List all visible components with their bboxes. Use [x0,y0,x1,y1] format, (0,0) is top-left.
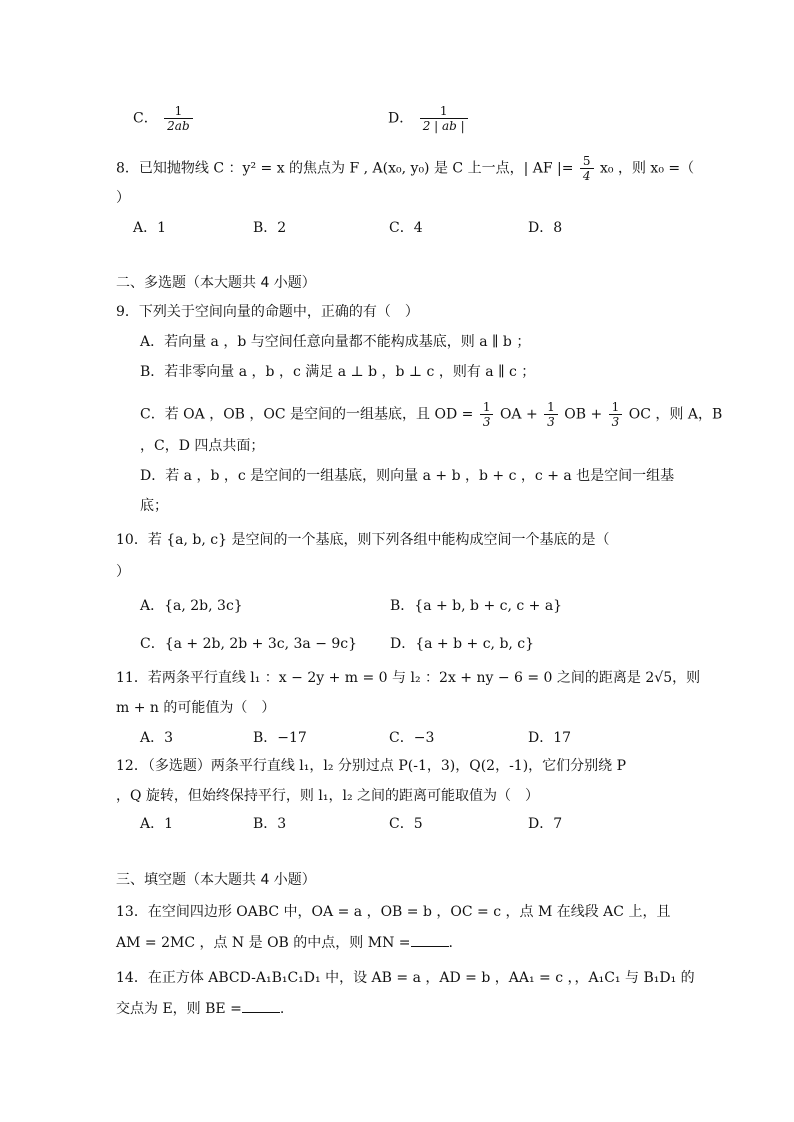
q8-fraction [580,154,594,183]
q8-stem-part2: C ：y² = x 的焦点为 F , A(x₀, y₀) 是 C 上一点，| AF |= [213,160,574,177]
q8-option-d: D．8 [528,220,563,236]
q9-option-c-part3: OB + [564,406,603,423]
q9-option-c-fraction-2 [544,400,558,429]
q7-option-c [133,104,195,133]
q14-answer-blank[interactable] [242,998,280,1013]
q8-fraction-numerator: 5 [582,154,591,168]
q14-stem: 14．在正方体 ABCD-A₁B₁C₁D₁ 中，设 AB = a ，AD = b ，AA₁ = c ，，A₁C₁ 与 B₁D₁ 的 [116,970,695,986]
q9-option-c [140,400,722,429]
q9-option-c-fraction-3 [609,400,623,429]
q11-option-c: C．−3 [389,730,435,746]
q13-stem-continued: AM = 2MC ，点 N 是 OB 的中点，则 MN = . [116,932,453,953]
q11-option-a: A．3 [140,730,174,746]
q8-stem-part3: x₀ ，则 x₀ =（ [600,160,695,177]
q9-option-c-continued: ，C，D 四点共面； [140,438,265,454]
q10-option-d: D．{a + b + c, b, c} [390,636,535,652]
q9-fraction-3-num: 1 [611,400,620,414]
q7-option-d-denominator: 2 | ab | [420,118,468,133]
q11-option-d: D．17 [528,730,572,746]
q7-option-d-label: D． [388,110,414,127]
q13-stem: 13．在空间四边形 OABC 中，OA = a ，OB = b ，OC = c ，点 M 在线段 AC 上，且 [116,904,671,920]
q7-option-d [388,104,470,133]
q9-option-d: D．若 a ，b ，c 是空间的一组基底，则向量 a + b ，b + c ，c + a 也是空间一组基 [140,468,675,484]
q10-stem-end: ） [116,564,130,580]
q7-option-c-fraction [164,104,192,133]
q8-stem-end: ） [116,190,130,206]
q11-option-b: B．−17 [253,730,307,746]
q10-option-b: B．{a + b, b + c, c + a} [390,598,563,614]
q8-stem-part1: 8．已知抛物线 [116,160,209,177]
q9-fraction-1-den: 3 [480,414,494,429]
q8-option-c: C．4 [389,220,423,236]
q8-option-a: A．1 [133,220,167,236]
q12-option-d: D．7 [528,816,563,832]
q9-option-d-continued: 底； [140,498,168,514]
q11-stem-continued: m + n 的可能值为（ ） [116,700,276,716]
q8-stem [116,154,694,183]
q8-fraction-denominator: 4 [580,168,594,183]
q9-option-c-part1: C．若 OA ，OB ，OC 是空间的一组基底，且 OD = [140,406,474,423]
q10-option-c: C．{a + 2b, 2b + 3c, 3a − 9c} [140,636,358,652]
q9-stem: 9．下列关于空间向量的命题中，正确的有（ ） [116,304,419,320]
q9-option-c-fraction-1 [480,400,494,429]
q14-stem-text: 交点为 E，则 BE = [116,1001,242,1017]
q9-option-c-part4: OC ，则 A，B [628,406,723,423]
section-heading-multiple-choice: 二、多选题（本大题共 4 小题） [116,275,316,291]
section-heading-fill-in: 三、填空题（本大题共 4 小题） [116,872,316,888]
q9-option-a: A．若向量 a ，b 与空间任意向量都不能构成基底，则 a ∥ b ； [140,334,531,350]
q7-option-d-fraction [420,104,468,133]
q11-stem: 11．若两条平行直线 l₁ ：x − 2y + m = 0 与 l₂ ：2x + ny − 6 = 0 之间的距离是 2√5，则 [116,670,701,686]
q9-fraction-2-num: 1 [547,400,555,414]
q9-fraction-3-den: 3 [609,414,623,429]
q12-option-c: C．5 [389,816,423,832]
q9-option-b: B．若非零向量 a ，b ，c 满足 a ⊥ b ，b ⊥ c ，则有 a ∥ c ； [140,364,536,380]
q7-option-c-label: C． [133,110,158,127]
q8-option-b: B．2 [253,220,287,236]
q7-option-d-numerator: 1 [439,104,448,118]
q9-fraction-2-den: 3 [544,414,558,429]
q12-option-b: B．3 [253,816,287,832]
q12-stem-continued: ，Q 旋转，但始终保持平行，则 l₁，l₂ 之间的距离可能取值为（ ） [116,788,540,804]
q12-option-a: A．1 [140,816,174,832]
q10-stem: 10．若 {a, b, c} 是空间的一个基底，则下列各组中能构成空间一个基底的是（ [116,532,610,548]
q7-option-c-numerator: 1 [174,104,183,118]
q14-stem-continued: 交点为 E，则 BE = . [116,998,284,1019]
q13-stem-text: AM = 2MC ，点 N 是 OB 的中点，则 MN = [116,935,411,951]
q9-option-c-part2: OA + [499,406,538,423]
q7-option-c-denominator: 2ab [164,118,192,133]
q13-answer-blank[interactable] [411,932,449,947]
q10-option-a: A．{a, 2b, 3c} [140,598,243,614]
q12-stem: 12．（多选题）两条平行直线 l₁，l₂ 分别过点 P(-1，3)，Q(2，-1)，它们分别绕 P [116,758,627,774]
q9-fraction-1-num: 1 [482,400,491,414]
